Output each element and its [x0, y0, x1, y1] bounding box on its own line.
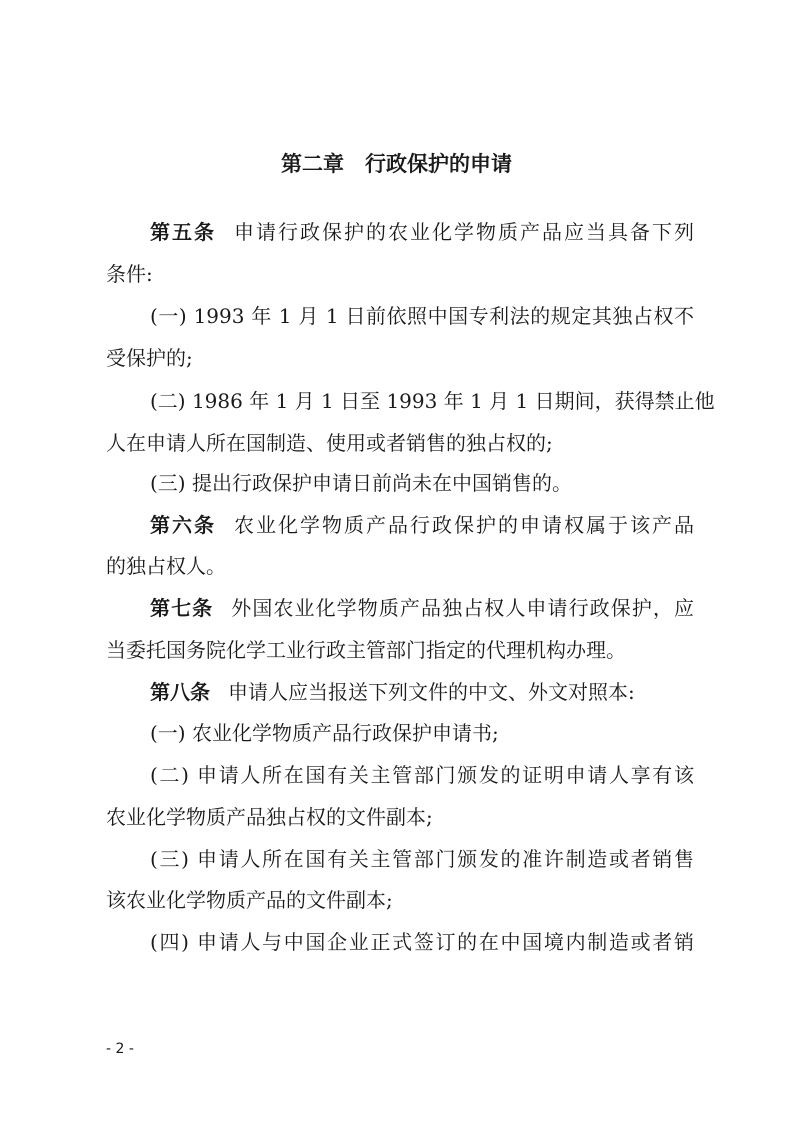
article-8-label: 第八条 — [150, 680, 210, 704]
article-7-text-1: 外国农业化学物质产品独占权人申请行政保护，应 — [231, 596, 694, 620]
article-8-text-1: 申请人应当报送下列文件的中文、外文对照本: — [228, 680, 635, 704]
article-6-line-1 — [150, 510, 694, 540]
item-8-3-line-2: 该农业化学物质产品的文件副本; — [106, 888, 393, 912]
item-5-2-line-2: 人在申请人所在国制造、使用或者销售的独占权的; — [106, 431, 553, 455]
item-8-3-line-1: (三) 申请人所在国有关主管部门颁发的准许制造或者销售 — [150, 847, 694, 871]
article-7-label: 第七条 — [150, 596, 214, 620]
article-7-line-1 — [150, 593, 694, 623]
article-5-line-2: 条件: — [106, 262, 153, 286]
article-5-label: 第五条 — [150, 220, 216, 244]
item-8-4-line-1: (四) 申请人与中国企业正式签订的在中国境内制造或者销 — [150, 930, 694, 954]
item-5-3-line-1: (三) 提出行政保护申请日前尚未在中国销售的。 — [150, 471, 572, 495]
article-5-line-1 — [150, 217, 694, 247]
item-5-1-line-2: 受保护的; — [106, 346, 193, 370]
chapter-title: 第二章 行政保护的申请 — [281, 152, 512, 176]
article-6-line-2: 的独占权人。 — [106, 554, 226, 578]
item-5-2-line-1: (二) 1986 年 1 月 1 日至 1993 年 1 月 1 日期间，获得禁止他 — [150, 389, 715, 413]
article-8-line-1 — [150, 677, 694, 707]
article-7-line-2: 当委托国务院化学工业行政主管部门指定的代理机构办理。 — [106, 638, 626, 662]
item-5-1-line-1: (一) 1993 年 1 月 1 日前依照中国专利法的规定其独占权不 — [150, 304, 694, 328]
item-8-2-line-2: 农业化学物质产品独占权的文件副本; — [106, 805, 433, 829]
item-8-1-line-1: (一) 农业化学物质产品行政保护申请书; — [150, 721, 499, 745]
article-6-text-1: 农业化学物质产品行政保护的申请权属于该产品 — [234, 513, 694, 537]
item-8-2-line-1: (二) 申请人所在国有关主管部门颁发的证明申请人享有该 — [150, 763, 694, 787]
article-6-label: 第六条 — [150, 513, 216, 537]
article-5-text-1: 申请行政保护的农业化学物质产品应当具备下列 — [234, 220, 694, 244]
page-number: - 2 - — [106, 1041, 134, 1057]
